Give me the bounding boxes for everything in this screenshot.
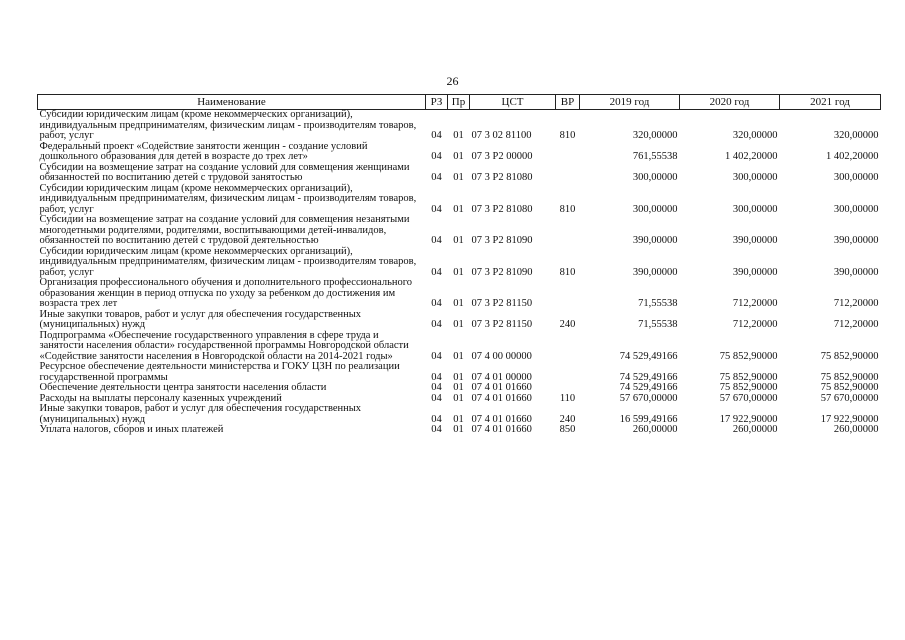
table-row <box>38 110 881 142</box>
row-value-2019: 761,55538 <box>632 151 678 162</box>
row-cst: 07 3 P2 81080 <box>471 172 533 183</box>
table-row <box>38 383 881 394</box>
row-value-2020: 300,00000 <box>732 172 778 183</box>
row-name: Иные закупки товаров, работ и услуг для обеспечения государственных (муниципальных) нужд <box>39 403 362 425</box>
row-rz: 04 <box>431 172 442 183</box>
row-value-2019: 300,00000 <box>632 203 678 215</box>
row-vr <box>556 278 580 310</box>
table-row <box>38 142 881 163</box>
col-header-2021: 2021 год <box>780 95 881 110</box>
row-cst: 07 4 01 01660 <box>471 413 532 425</box>
row-name: Расходы на выплаты персоналу казенных учреждений <box>39 392 282 404</box>
row-pr: 01 <box>453 298 464 309</box>
row-pr: 01 <box>453 203 464 215</box>
row-rz: 04 <box>431 203 442 215</box>
row-cst: 07 3 P2 81090 <box>471 266 533 278</box>
row-value-2021: 75 852,90000 <box>820 350 879 362</box>
row-vr: 810 <box>559 266 576 278</box>
row-vr <box>556 142 580 163</box>
row-value-2020: 260,00000 <box>732 424 778 435</box>
row-vr: 850 <box>559 424 576 435</box>
col-header-vr: ВР <box>556 95 580 110</box>
row-name: Организация профессионального обучения и дополнительного профессионального образования женщин в период отпуска по уходу за ребенком до достижения им возраста трех лет <box>39 277 413 309</box>
row-value-2021: 300,00000 <box>833 203 879 215</box>
row-value-2019: 390,00000 <box>632 266 678 278</box>
row-value-2019: 71,55538 <box>638 319 678 330</box>
table-row <box>38 404 881 425</box>
row-name: Подпрограмма «Обеспечение государственного управления в сфере труда и занятости населения области» государственной программы Новгородской области «Содействие занятости населения в Новгородской области на 2014-2021 годы» <box>39 329 409 362</box>
row-value-2020: 390,00000 <box>732 235 778 246</box>
row-name: Субсидии на возмещение затрат на создание условий для совмещения женщинами обязанностей по воспитанию детей с трудовой занятостью <box>39 161 410 183</box>
row-pr: 01 <box>453 130 464 141</box>
row-pr: 01 <box>453 371 464 383</box>
row-cst: 07 3 P2 81150 <box>471 319 533 330</box>
col-header-rz: РЗ <box>426 95 448 110</box>
row-cst: 07 3 P2 81150 <box>471 298 533 309</box>
row-value-2019: 74 529,49166 <box>619 371 678 383</box>
row-rz: 04 <box>431 298 442 309</box>
row-rz: 04 <box>431 130 442 141</box>
row-vr <box>556 383 580 394</box>
row-cst: 07 4 01 01660 <box>471 424 532 435</box>
row-value-2021: 17 922,90000 <box>820 413 879 425</box>
row-vr <box>556 215 580 247</box>
table-row <box>38 215 881 247</box>
row-value-2019: 300,00000 <box>632 172 678 183</box>
row-value-2020: 1 402,20000 <box>725 151 778 162</box>
row-pr: 01 <box>453 151 464 162</box>
row-value-2021: 260,00000 <box>833 424 879 435</box>
row-name: Субсидии юридическим лицам (кроме некоммерческих организаций), индивидуальным предпринимателям, физическим лицам - производителям товаров, работ, услуг <box>39 245 417 278</box>
row-rz: 04 <box>431 235 442 246</box>
row-pr: 01 <box>453 266 464 278</box>
row-value-2021: 57 670,00000 <box>820 392 879 404</box>
row-value-2019: 390,00000 <box>632 235 678 246</box>
row-pr: 01 <box>453 172 464 183</box>
row-value-2019: 74 529,49166 <box>619 350 678 362</box>
row-vr <box>556 331 580 363</box>
table-body <box>38 110 881 436</box>
row-value-2020: 75 852,90000 <box>719 371 778 383</box>
row-value-2020: 57 670,00000 <box>719 392 778 404</box>
row-value-2021: 300,00000 <box>833 172 879 183</box>
row-value-2020: 75 852,90000 <box>719 382 778 393</box>
row-pr: 01 <box>453 350 464 362</box>
table-row <box>38 425 881 436</box>
row-rz: 04 <box>431 413 442 425</box>
row-cst: 07 3 P2 00000 <box>471 151 533 162</box>
row-value-2020: 320,00000 <box>732 130 778 141</box>
row-vr: 110 <box>559 392 576 404</box>
row-name: Обеспечение деятельности центра занятости населения области <box>39 382 327 393</box>
table-row <box>38 278 881 310</box>
row-value-2020: 17 922,90000 <box>719 413 778 425</box>
row-vr: 810 <box>559 130 576 141</box>
row-value-2020: 712,20000 <box>732 319 778 330</box>
row-value-2021: 390,00000 <box>833 235 879 246</box>
row-name: Уплата налогов, сборов и иных платежей <box>39 424 224 435</box>
row-value-2020: 390,00000 <box>732 266 778 278</box>
row-rz: 04 <box>431 151 442 162</box>
table-row <box>38 331 881 363</box>
row-cst: 07 3 P2 81090 <box>471 235 533 246</box>
row-name: Федеральный проект «Содействие занятости женщин - создание условий дошкольного образования для детей в возрасте до трех лет» <box>39 140 368 162</box>
row-cst: 07 3 P2 81080 <box>471 203 533 215</box>
row-value-2019: 71,55538 <box>638 298 678 309</box>
row-pr: 01 <box>453 382 464 393</box>
row-rz: 04 <box>431 371 442 383</box>
row-rz: 04 <box>431 266 442 278</box>
row-pr: 01 <box>453 424 464 435</box>
row-pr: 01 <box>453 235 464 246</box>
row-pr: 01 <box>453 392 464 404</box>
row-name: Субсидии на возмещение затрат на создание условий для совмещения незанятыми многодетными родителями, родителями, воспитывающими детей-инвалидов, обязанностей по воспитанию детей с трудовой деятельностью <box>39 214 410 246</box>
row-value-2020: 712,20000 <box>732 298 778 309</box>
row-value-2019: 260,00000 <box>632 424 678 435</box>
row-value-2021: 75 852,90000 <box>820 382 879 393</box>
row-cst: 07 4 01 01660 <box>471 392 532 404</box>
row-value-2019: 74 529,49166 <box>619 382 678 393</box>
col-header-name: Наименование <box>38 95 426 110</box>
row-cst: 07 3 02 81100 <box>471 130 532 141</box>
row-cst: 07 4 01 00000 <box>471 371 532 383</box>
row-cst: 07 4 00 00000 <box>471 350 532 362</box>
table-header-row <box>38 95 881 110</box>
table-row <box>38 184 881 216</box>
col-header-pr: Пр <box>448 95 470 110</box>
row-rz: 04 <box>431 350 442 362</box>
row-name: Ресурсное обеспечение деятельности министерства и ГОКУ ЦЗН по реализации государственной программы <box>39 361 400 383</box>
row-rz: 04 <box>431 382 442 393</box>
col-header-cst: ЦСТ <box>470 95 556 110</box>
row-pr: 01 <box>453 413 464 425</box>
row-name: Субсидии юридическим лицам (кроме некоммерческих организаций), индивидуальным предпринимателям, физическим лицам - производителям товаров, работ, услуг <box>39 182 417 215</box>
row-value-2021: 390,00000 <box>833 266 879 278</box>
row-pr: 01 <box>453 319 464 330</box>
row-rz: 04 <box>431 319 442 330</box>
row-value-2020: 300,00000 <box>732 203 778 215</box>
row-value-2020: 75 852,90000 <box>719 350 778 362</box>
row-value-2021: 320,00000 <box>833 130 879 141</box>
page-number: 26 <box>446 74 459 88</box>
row-cst: 07 4 01 01660 <box>471 382 532 393</box>
table-row <box>38 362 881 383</box>
budget-table <box>37 94 881 436</box>
row-value-2021: 75 852,90000 <box>820 371 879 383</box>
table-row <box>38 310 881 331</box>
row-value-2021: 1 402,20000 <box>826 151 879 162</box>
table-row <box>38 163 881 184</box>
table-row <box>38 247 881 279</box>
row-name: Иные закупки товаров, работ и услуг для обеспечения государственных (муниципальных) нужд <box>39 308 362 330</box>
row-value-2019: 320,00000 <box>632 130 678 141</box>
row-vr: 240 <box>559 413 576 425</box>
col-header-2020: 2020 год <box>680 95 780 110</box>
row-value-2019: 16 599,49166 <box>619 413 678 425</box>
row-vr <box>556 362 580 383</box>
row-value-2021: 712,20000 <box>833 298 879 309</box>
row-value-2021: 712,20000 <box>833 319 879 330</box>
row-vr: 240 <box>559 319 576 330</box>
row-name: Субсидии юридическим лицам (кроме некоммерческих организаций), индивидуальным предпринимателям, физическим лицам - производителям товаров, работ, услуг <box>39 109 417 141</box>
row-vr <box>556 163 580 184</box>
row-vr: 810 <box>559 203 576 215</box>
row-value-2019: 57 670,00000 <box>619 392 678 404</box>
col-header-2019: 2019 год <box>580 95 680 110</box>
row-rz: 04 <box>431 424 442 435</box>
row-rz: 04 <box>431 392 442 404</box>
